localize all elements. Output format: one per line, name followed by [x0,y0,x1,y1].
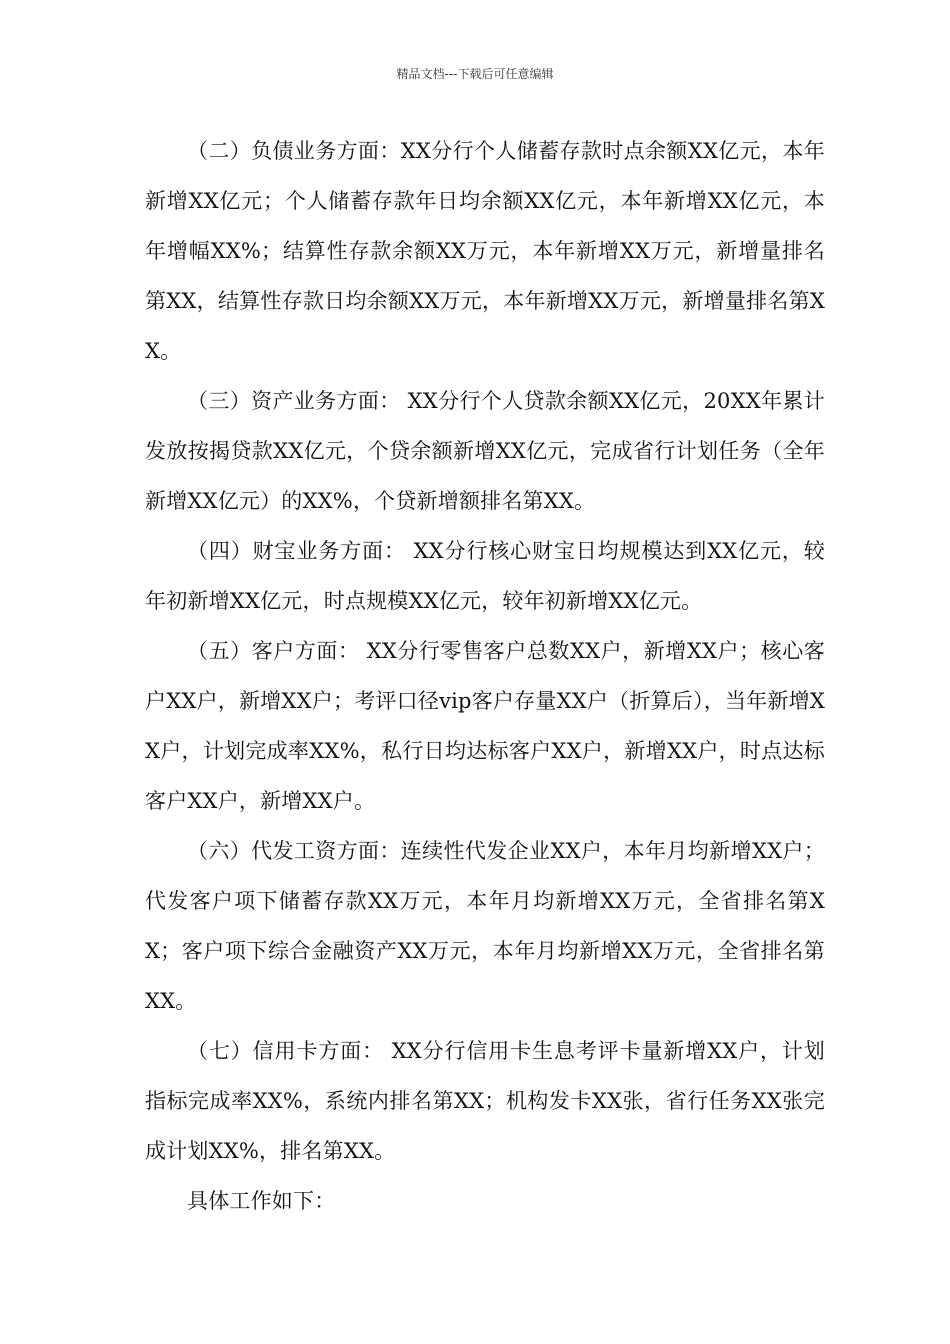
paragraph-customers: （五）客户方面： XX分行零售客户总数XX户，新增XX户；核心客户XX户，新增XX户；考评口径vip客户存量XX户（折算后），当年新增XX户，计划完成率XX%，私行日均达标客户XX户，新增XX户，时点达标客户XX户，新增XX户。 [145,639,825,813]
paragraph-assets: （三）资产业务方面： XX分行个人贷款余额XX亿元，20XX年累计发放按揭贷款XX亿元，个贷余额新增XX亿元，完成省行计划任务（全年新增XX亿元）的XX%，个贷新增额排名第XX。 [145,389,825,513]
document-body [145,126,825,1226]
paragraph-payroll: （六）代发工资方面：连续性代发企业XX户，本年月均新增XX户；代发客户项下储蓄存款XX万元，本年月均新增XX万元，全省排名第XX；客户项下综合金融资产XX万元，本年月均新增XX万元，全省排名第XX。 [145,839,825,1013]
paragraph-credit-card: （七）信用卡方面： XX分行信用卡生息考评卡量新增XX户，计划指标完成率XX%，系统内排名第XX；机构发卡XX张，省行任务XX张完成计划XX%，排名第XX。 [145,1039,825,1163]
paragraph-work-intro: 具体工作如下： [187,1189,336,1213]
paragraph-liabilities: （二）负债业务方面：XX分行个人储蓄存款时点余额XX亿元，本年新增XX亿元；个人储蓄存款年日均余额XX亿元，本年新增XX亿元，本年增幅XX%；结算性存款余额XX万元，本年新增XX万元，新增量排名第XX，结算性存款日均余额XX万元，本年新增XX万元，新增量排名第XX。 [145,139,825,363]
paragraph-wealth: （四）财宝业务方面： XX分行核心财宝日均规模达到XX亿元，较年初新增XX亿元，时点规模XX亿元，较年初新增XX亿元。 [145,539,825,613]
page-header: 精品文档---下载后可任意编辑 [396,67,554,81]
